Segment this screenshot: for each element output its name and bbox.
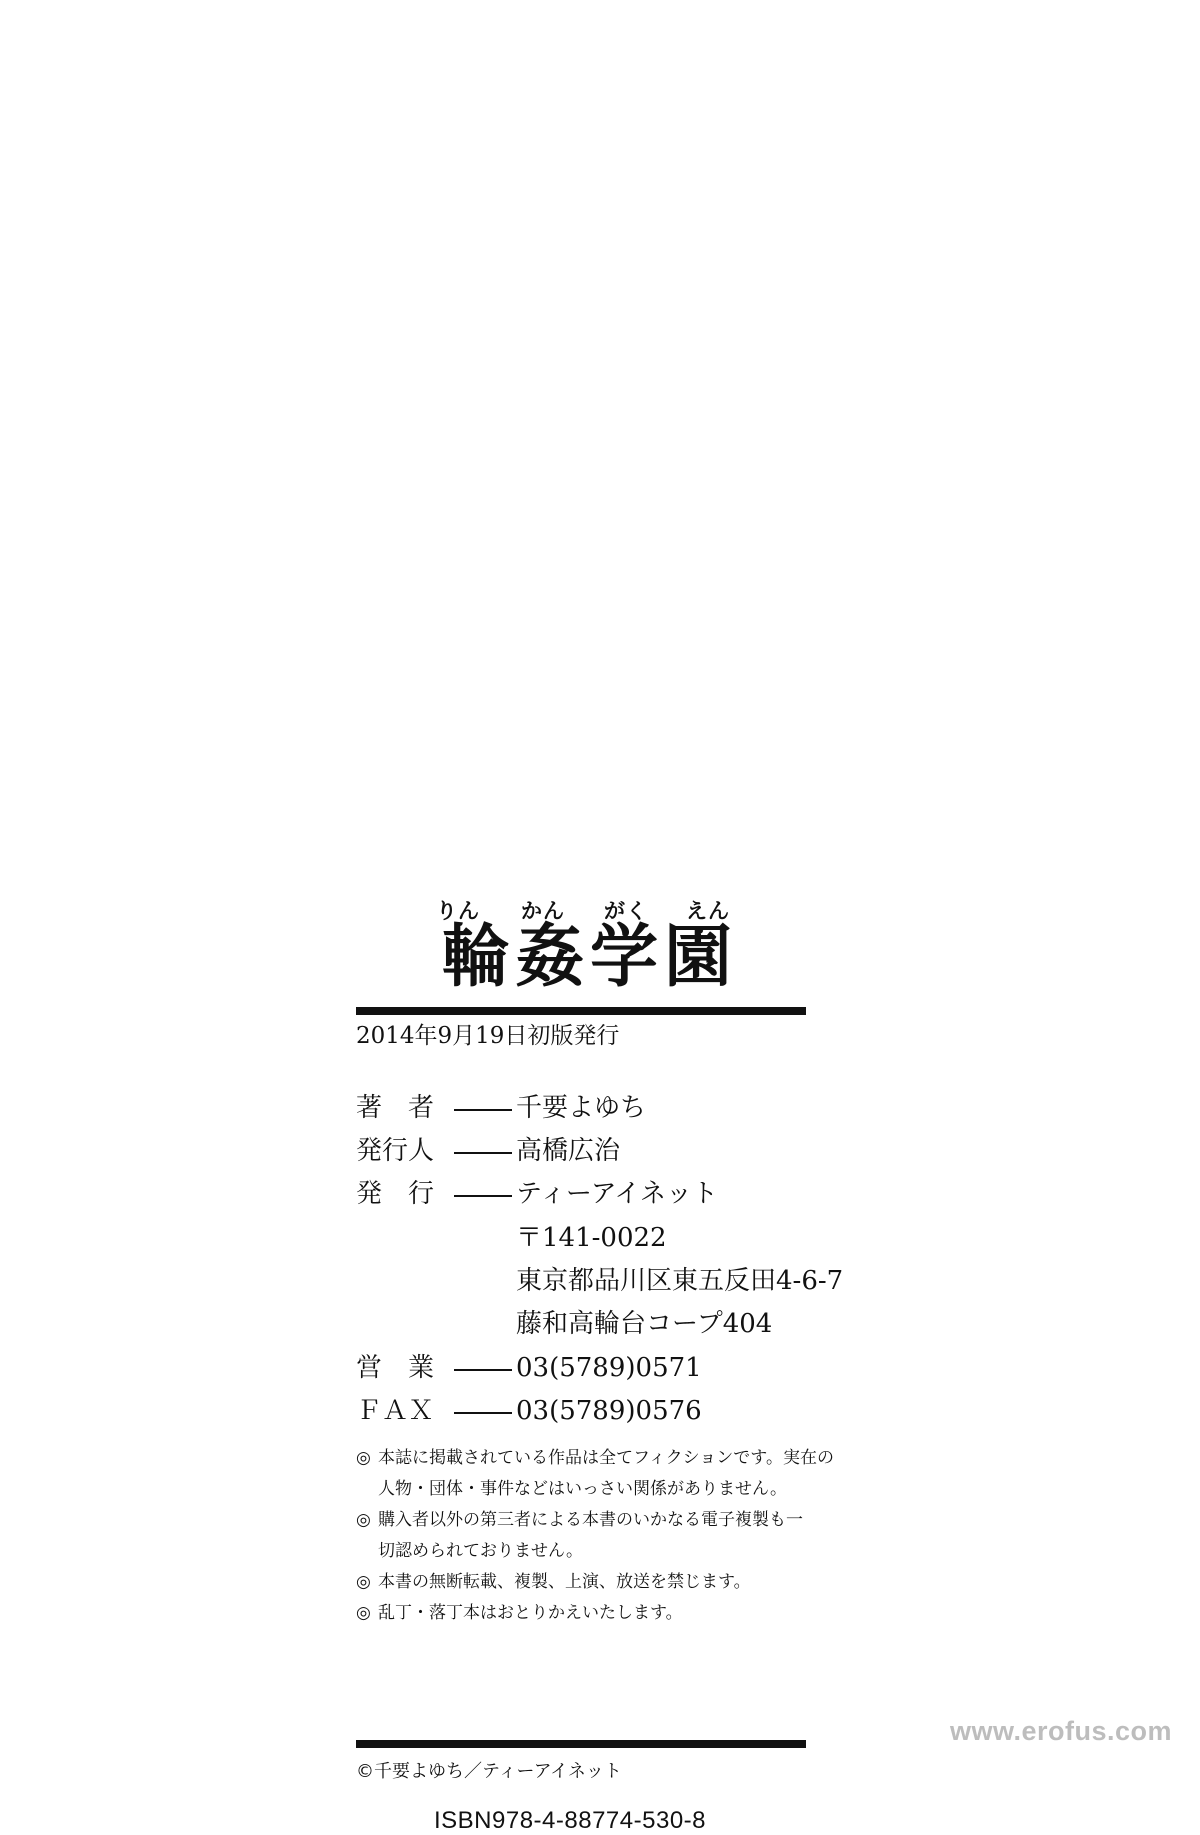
notice-line: ◎ 本誌に掲載されている作品は全てフィクションです。実在の [356, 1443, 806, 1474]
postal-code: 〒141-0022 [516, 1223, 667, 1253]
publisher-label: 発 行 [356, 1179, 435, 1209]
isbn: ISBN978-4-88774-530-8 [434, 1807, 707, 1834]
sales-phone: 03(5789)0571 [516, 1353, 702, 1383]
copyright: ©千要よゆち／ティーアイネット [356, 1761, 622, 1782]
publisher-person-value: 高橋広治 [516, 1136, 621, 1166]
top-rule [356, 1007, 806, 1015]
notice-line: 人物・団体・事件などはいっさい関係がありません。 [378, 1479, 788, 1499]
dash-separator [454, 1152, 512, 1154]
notice-line: 切認められておりません。 [378, 1541, 584, 1561]
site-watermark: www.erofus.com [949, 1716, 1172, 1746]
notice-line: ◎ 購入者以外の第三者による本書のいかなる電子複製も一 [356, 1505, 806, 1536]
fax-number: 03(5789)0576 [516, 1396, 702, 1426]
ruby-4: えん [686, 899, 730, 923]
bottom-rule [356, 1740, 806, 1748]
dash-separator [454, 1109, 512, 1111]
notice-bullet-icon: ◎ [356, 1603, 371, 1623]
publisher-value: ティーアイネット [516, 1179, 719, 1209]
notice-bullet-icon: ◎ [356, 1572, 371, 1592]
publisher-person-label: 発行人 [356, 1136, 435, 1166]
dash-separator [454, 1195, 512, 1197]
ruby-1: りん [436, 899, 480, 923]
dash-separator [454, 1412, 512, 1414]
ruby-3: がく [604, 899, 648, 923]
notice-bullet-icon: ◎ [356, 1510, 371, 1530]
publication-date: 2014年9月19日初版発行 [356, 1023, 620, 1049]
address-line-2: 藤和高輪台コープ404 [516, 1309, 773, 1339]
fax-label: ＦＡＸ [356, 1396, 435, 1426]
notice-bullet-icon: ◎ [356, 1448, 371, 1468]
book-title: 輪姦学園 [442, 917, 739, 997]
sales-label: 営 業 [356, 1353, 435, 1383]
author-label: 著 者 [356, 1093, 435, 1123]
author-value: 千要よゆち [516, 1093, 647, 1123]
address-line-1: 東京都品川区東五反田4-6-7 [516, 1266, 844, 1296]
notice-line: ◎ 乱丁・落丁本はおとりかえいたします。 [356, 1598, 806, 1629]
notice-line: ◎ 本書の無断転載、複製、上演、放送を禁じます。 [356, 1567, 806, 1598]
notices [356, 1443, 834, 1629]
ruby-2: かん [521, 899, 565, 923]
dash-separator [454, 1369, 512, 1371]
